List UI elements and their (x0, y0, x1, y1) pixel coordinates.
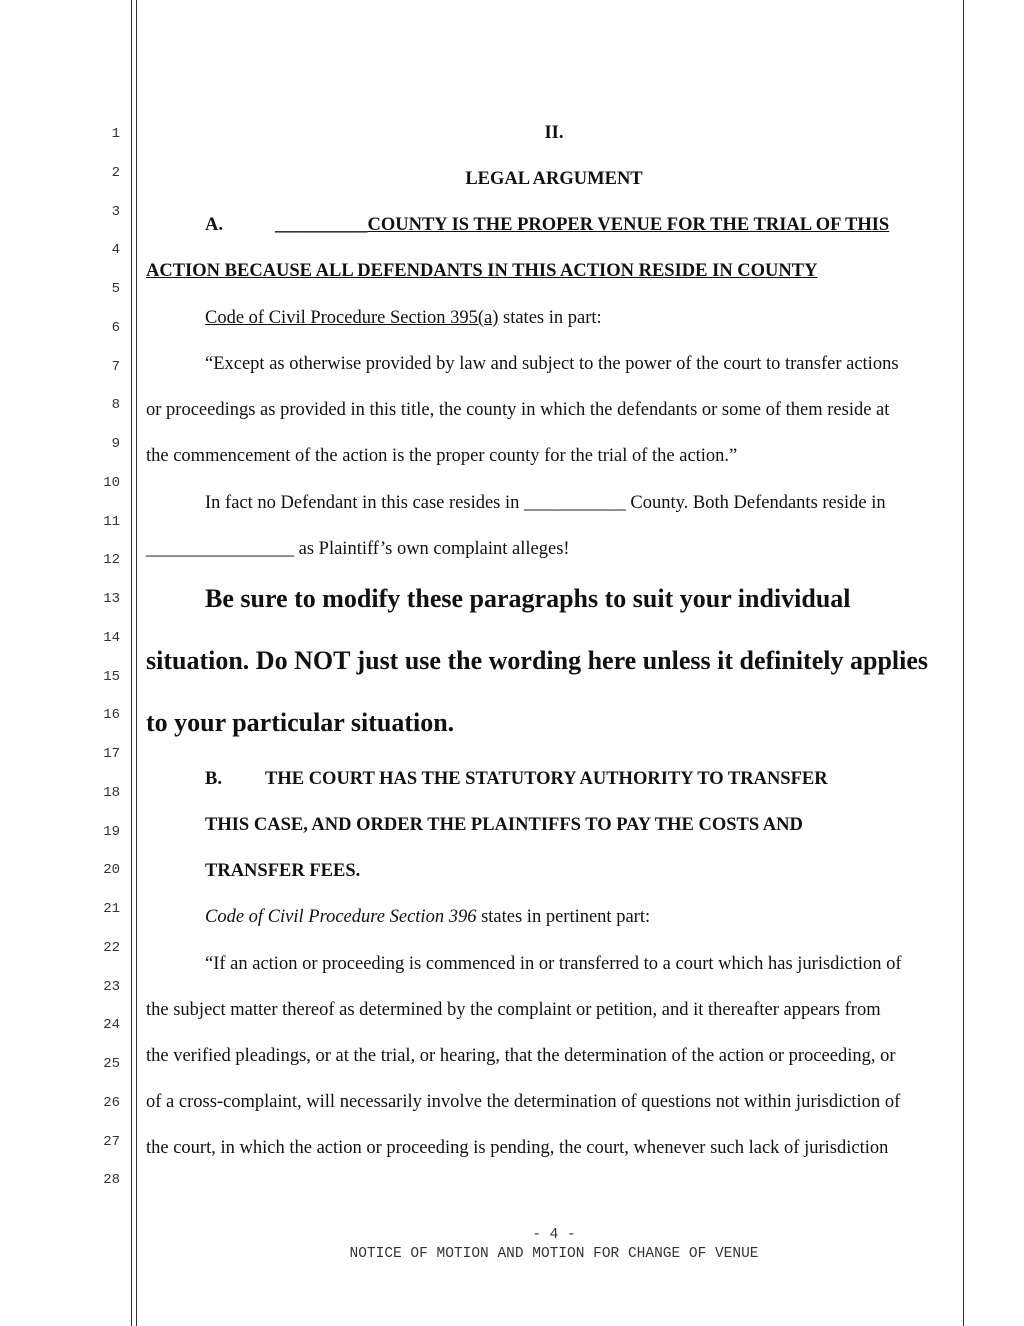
section-b-quote-3: the verified pleadings, or at the trial, or hearing, that the determination of the action or proceeding, or (146, 1046, 896, 1066)
line-number: 26 (103, 1094, 120, 1111)
section-a-title-1: COUNTY IS THE PROPER VENUE FOR THE TRIAL OF THIS (367, 215, 890, 235)
section-a-fact-1: In fact no Defendant in this case resides in ___________ County. Both Defendants reside in (205, 493, 886, 513)
note-line-2: situation. Do NOT just use the wording here unless it definitely applies (146, 646, 929, 675)
line-number: 27 (103, 1133, 120, 1150)
line-number: 16 (103, 707, 120, 724)
line-number: 7 (111, 358, 120, 375)
section-a-blank: __________ (275, 215, 368, 235)
note-line-1: Be sure to modify these paragraphs to suit your individual (205, 584, 851, 613)
section-b-quote-5: the court, in which the action or proceeding is pending, the court, whenever such lack of jurisdiction (146, 1138, 889, 1158)
line-number: 2 (111, 164, 120, 181)
footer-caption: NOTICE OF MOTION AND MOTION FOR CHANGE OF VENUE (349, 1246, 759, 1262)
line-number: 10 (103, 474, 120, 491)
line-number: 9 (111, 436, 120, 452)
section-a-title-2: ACTION BECAUSE ALL DEFENDANTS IN THIS ACTION RESIDE IN COUNTY (146, 261, 818, 281)
line-number: 1 (111, 126, 120, 142)
section-a-quote-3: the commencement of the action is the proper county for the trial of the action.” (146, 446, 738, 466)
line-number: 8 (111, 397, 120, 414)
line-number: 11 (103, 513, 120, 530)
line-number: 5 (111, 281, 120, 297)
line-number: 22 (103, 939, 120, 956)
section-a-fact-2: ________________ as Plaintiff’s own complaint alleges! (146, 539, 570, 559)
line-number: 18 (103, 784, 120, 801)
line-number: 6 (111, 319, 120, 336)
left-margin-rule (131, 0, 132, 1326)
section-b-quote-4: of a cross-complaint, will necessarily involve the determination of questions not within jurisdiction of (146, 1092, 901, 1112)
note-line-3: to your particular situation. (146, 708, 455, 737)
line-number: 14 (103, 629, 120, 646)
line-number: 4 (111, 242, 120, 259)
line-number: 12 (103, 552, 120, 569)
section-b-cite-line (205, 906, 650, 928)
section-b-label: B. (205, 769, 222, 789)
line-number: 17 (103, 746, 120, 762)
heading-numeral: II. (544, 123, 564, 143)
line-number: 24 (103, 1017, 120, 1034)
section-b-title-2: THIS CASE, AND ORDER THE PLAINTIFFS TO PAY THE COSTS AND (205, 815, 803, 835)
section-a-cite-line (205, 307, 602, 329)
section-a-quote-2: or proceedings as provided in this title, the county in which the defendants or some of them reside at (146, 400, 890, 420)
section-b-cite-tail: states in pertinent part: (476, 907, 651, 927)
line-number: 15 (103, 668, 120, 685)
section-a-quote-1: “Except as otherwise provided by law and subject to the power of the court to transfer actions (205, 354, 899, 374)
right-margin-rule (963, 0, 964, 1326)
section-b-quote-2: the subject matter thereof as determined by the complaint or petition, and it thereafter appears from (146, 1000, 881, 1020)
section-b-title-3: TRANSFER FEES. (205, 861, 361, 881)
section-b-title-1: THE COURT HAS THE STATUTORY AUTHORITY TO TRANSFER (265, 769, 828, 789)
section-a-heading (275, 214, 889, 236)
line-number: 25 (103, 1056, 120, 1072)
section-a-cite: Code of Civil Procedure Section 395(a) (205, 308, 499, 328)
section-a-label: A. (205, 215, 223, 235)
line-number: 3 (111, 203, 120, 220)
section-a-cite-tail: states in part: (498, 308, 602, 328)
page-number: - 4 - (532, 1227, 576, 1243)
section-b-cite: Code of Civil Procedure Section 396 (205, 907, 477, 927)
line-number: 13 (103, 591, 120, 607)
line-number: 20 (103, 862, 120, 879)
line-number: 28 (103, 1172, 120, 1189)
left-margin-rule-inner (136, 0, 137, 1326)
section-b-quote-1: “If an action or proceeding is commenced in or transferred to a court which has jurisdiction of (205, 954, 902, 974)
line-number: 21 (103, 901, 120, 917)
heading-title: LEGAL ARGUMENT (465, 169, 643, 189)
line-number: 19 (103, 823, 120, 840)
line-number: 23 (103, 978, 120, 995)
